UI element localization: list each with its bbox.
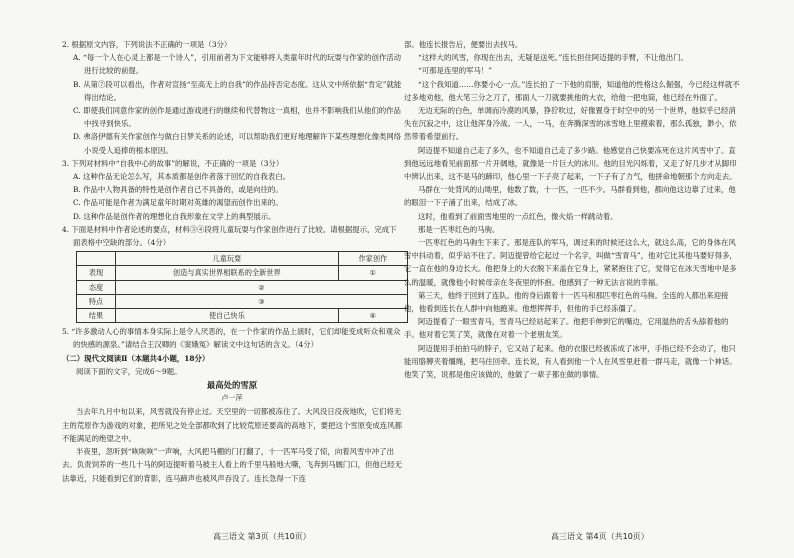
story-paragraph: 当去年九月中旬以来，风雪就没有停止过。天空里的一切都被冻住了。大风没日没夜地吹，它们将无主的荒原作为游戏的对象，把所见之处全部都吹到了比较荒原还要高的高地下，要把这个雪原变成连风都不能满足的绝望之中。: [62, 407, 402, 443]
q4-stem: 4. 下面是材料中作者论述的要点，材料③④段将儿童玩耍与作家创作进行了比较。请根据提示，完成下面表格中空缺的部分。（4分）: [62, 224, 397, 248]
row-label: 特点: [77, 294, 116, 308]
story-paragraph: “这个我知道……你要小心一点。”连长拍了一下他的肩膀，知道他的性格这么倔强，今已经这样就不过多地劝他，他大笔三分之刀了，那面人一刀就要挑他的大衣，给他一把电筒，他已经在外面了。: [404, 79, 740, 102]
page-footer-right: 高三语文 第4页（共10页）: [551, 532, 649, 541]
table-row: [77, 294, 408, 308]
cell-writer: ①: [338, 266, 407, 280]
table-row: [77, 280, 408, 294]
table-head-writer: 作家创作: [338, 252, 407, 266]
table-corner: [77, 252, 116, 266]
story-paragraph: 无边无际的白色，单调而冷漠的风暴，狰狞吹过，好像置身于时空中的另一个世界，他似乎已经消失在沉寂之中，这让他浑身冷战。一人，一马，在奔腾深雪的冰雪地上里摸索着，那么孤独，渺小，依然带着希望前行。: [404, 106, 737, 142]
q5-text: 5. “许多激动人心的事情本身实际上是令人厌恶的，在一个作家的作品上演时，它们却能变成听众和观众的快感的源泉。”请结合王汉卿的《窦娥冤》解读文中这句话的含义。（4分）: [62, 327, 401, 350]
story-paragraph: 那是一匹枣红色的马驹。: [418, 224, 500, 234]
story-paragraph: 部。他连长报告后，便要出去找马。: [404, 40, 523, 49]
q2-option-d: D. 弗洛伊德有关作家创作与做白日梦关系的论述，可以帮助我们更好地理解许下某些理想化像类网络小说受人追捧的根本原因。: [73, 132, 402, 155]
q3-option-c: C. 作品可能是作者为满足童年时期对英雄的渴望而创作出来的。: [73, 198, 283, 208]
table-row: [77, 266, 408, 280]
story-paragraph: 第三天，他终于回到了连队。他的身后跟着十一匹马和那匹枣红色的马驹。全连的人都出来迎接他，他看到连长在人群中向他跑来。他想挥挥手，但他的手已经冻僵了。: [404, 290, 729, 314]
q4-table: [76, 251, 408, 323]
page-footer-left: 高三语文 第3页（共10页）: [213, 532, 311, 541]
row-label: 表现: [77, 266, 116, 280]
q2-option-c: C. 即使我们同意作家的创作是通过游戏进行的继续和代替物这一真相，也并不影响我们从他们的作品中找寻到快乐。: [73, 106, 401, 129]
story-paragraph: 马群在一处背风的山坳里，他数了数，十一匹，一匹不少。马群看到他，都向他这边靠了过来，他的眼泪一下子涌了出来，结成了冰。: [404, 185, 736, 208]
story-paragraph: 半夜里，忽听到“咴咴咴”一声响，大风把马棚的门打翻了，十一匹军马受了惊，向着风雪中冲了出去。负责饲养的一些几十马的阿迈提听着马被主人看上的千里马般地大嘶，飞奔到马厩门口，但他已经无法靠近，只能看到它们的背影，连马蹄声也被风声吞没了。连长急得一下连: [62, 447, 402, 483]
cell-merged: ③: [116, 294, 408, 308]
right-column: [404, 38, 742, 381]
story-author: 卢一萍: [221, 394, 243, 403]
story-paragraph: 一匹枣红色的马驹生下来了。那是连队的军马，调过来的时候还这么大，就这么高，它的身体在风雪中抖动着，似乎站不住了。阿迈提曾给它起过一个名字，叫做“雪青马”，他对它比其他马要好得多，它一直在他的身边长大。他把身上的大衣脱下来盖在它身上，紧紧抱住了它，觉得它在冰天雪地中是多么的温暖，就像他小时候母亲在冬夜里的怀抱。他感到了一种无法言说的幸福。: [404, 238, 737, 287]
section-heading: （二）现代文阅读Ⅱ（本题共4小题，18分）: [62, 353, 210, 363]
row-label: 态度: [77, 280, 116, 294]
cell-kid: 创造与真实世界相联系的全新世界: [116, 266, 339, 280]
q3-option-a: A. 这种作品无论怎么写，其本质都是创作者落于回忆的自我表白。: [73, 172, 290, 182]
q3-option-b: B. 作品中人物具备的特性是创作者自己不具备的，或是向往的。: [73, 185, 283, 195]
q2-option-a: A. “每一个人在心灵上都是一个诗人”，引用前者为下文能够将人类童年时代的玩耍与作家的创作活动进行比较的前提。: [73, 53, 402, 76]
table-head-kid: 儿童玩耍: [116, 252, 339, 266]
story-paragraph: “这样大的风雪，你现在出去，无疑是送死。”连长担住阿迈提的手臂，不让他出门。: [418, 53, 688, 63]
cell-writer: ④: [338, 309, 407, 323]
q3-option-d: D. 这种作品是创作者的理想化自我形象在文学上的典型展示。: [73, 211, 276, 221]
story-paragraph: 这时，他看到了前面雪地里的一点红色，像火焰一样跳动着。: [418, 211, 618, 221]
q2-option-b: B. 从第⑦段可以看出，作者对宣扬“至高无上的自我”的作品持否定态度。这从文中所依据“肯定”就能得出结论。: [73, 79, 402, 102]
story-title: 最高处的雪原: [206, 380, 258, 391]
table-row: [77, 309, 408, 323]
row-label: 结果: [77, 309, 116, 323]
q2-stem: 2. 根据原文内容，下列说法不正确的一项是（3分）: [62, 40, 232, 49]
story-paragraph: 阿迈提用手拍拍马的脖子，它又站了起来。他的衣服已经被冻成了冰甲，手指已经不会动了，他只能用胳膊夹着缰绳，把马往回牵。连长说，有人看到他一个人在风雪里赶着一群马走，就像一个神话。他笑了笑，说那是他应该做的，他做了一辈子都在做的事情。: [404, 343, 737, 380]
cell-merged: ②: [116, 280, 408, 294]
left-column: [62, 38, 402, 485]
story-paragraph: “可那是连里的军马！”: [418, 66, 493, 76]
story-paragraph: 阿迈提不知道自己走了多久，也不知道自己走了多少路。他感觉自己快要冻死在这片风雪中了。直到他远远地看见前面那一片开阔地，就像是一片巨大的冰川。他的目光闪烁着，又走了好几步才从脚印中辨认出来，这不是马的蹄印，他心里一下子亮了起来，一下子有了力气，他拼命地朝那个方向走去。: [404, 145, 737, 182]
q3-stem: 3. 下列对材料中“自我中心的故事”的解说，不正确的一项是（3分）: [62, 158, 284, 168]
table-header-row: [77, 252, 408, 266]
cell-kid: 使自己快乐: [116, 309, 339, 323]
story-paragraph: 阿迈提看了一眼雪青马，雪青马已经站起来了。他把手伸到它的嘴边，它用温热的舌头舔着他的手。他对着它笑了笑，就像在对着一个老朋友笑。: [404, 317, 729, 340]
reading-instruction: 阅读下面的文字，完成6～9题。: [76, 366, 182, 376]
